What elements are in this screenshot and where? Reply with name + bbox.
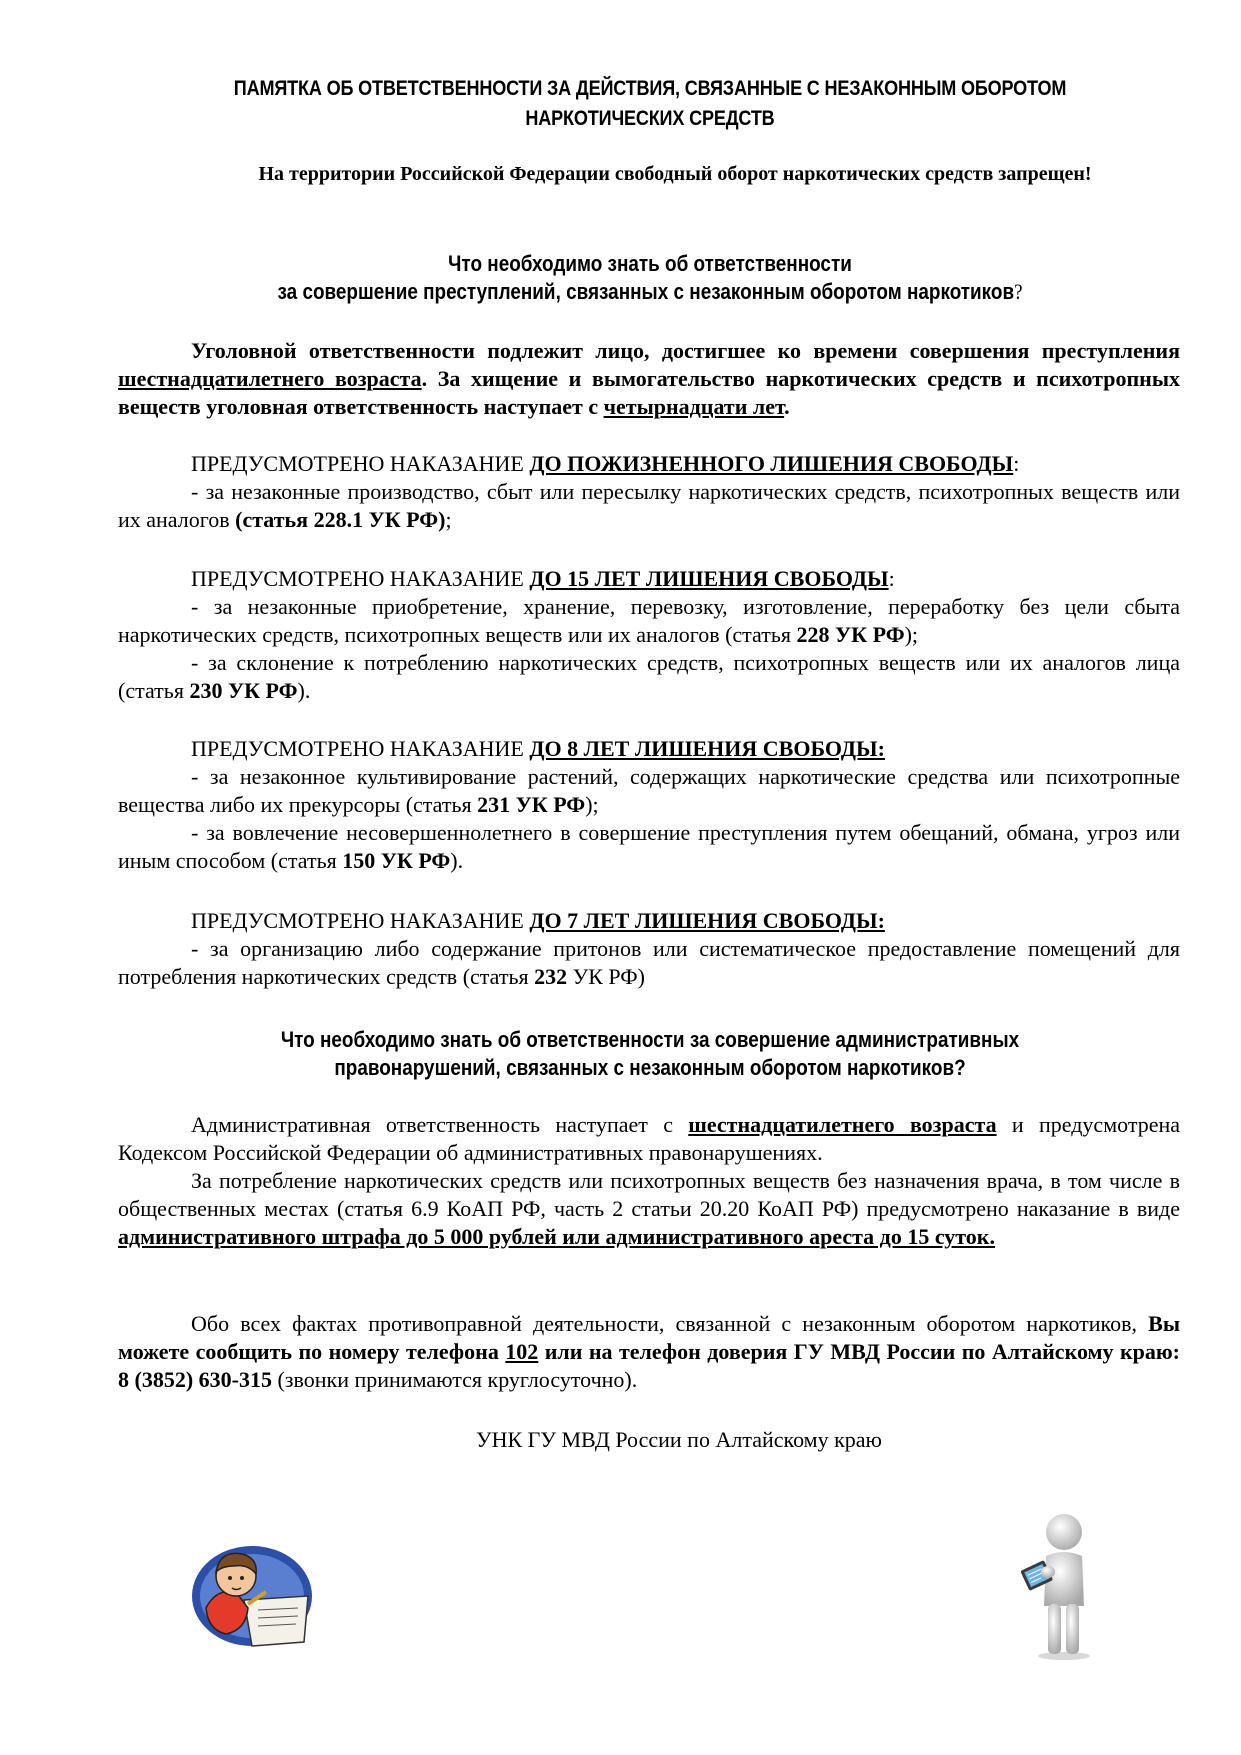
admin-paragraph — [118, 1167, 1180, 1251]
intro-age-16: шестнадцатилетнего возраста — [118, 366, 422, 391]
section-prefix: ПРЕДУСМОТРЕНО НАКАЗАНИЕ — [191, 736, 530, 761]
figure-leg — [1066, 1604, 1079, 1654]
admin-text: Административная ответственность наступает с — [191, 1112, 689, 1137]
heading-question-mark: ? — [1014, 279, 1023, 304]
figure-hand — [1041, 1566, 1055, 1578]
section-item — [118, 649, 1180, 705]
admin-paragraph — [118, 1111, 1180, 1167]
contact-paragraph — [118, 1310, 1180, 1394]
section-penalty: ДО 8 ЛЕТ ЛИШЕНИЯ СВОБОДЫ: — [529, 736, 885, 761]
section-penalty: ДО ПОЖИЗНЕННОГО ЛИШЕНИЯ СВОБОДЫ — [529, 451, 1014, 476]
heading-criminal-liability — [194, 250, 1106, 306]
section-penalty: ДО 7 ЛЕТ ЛИШЕНИЯ СВОБОДЫ: — [529, 908, 885, 933]
section-colon: : — [888, 566, 895, 591]
item-text: - за склонение к потреблению наркотических средств, психотропных веществ или их аналогов лица (статья — [118, 650, 1180, 703]
section-prefix: ПРЕДУСМОТРЕНО НАКАЗАНИЕ — [191, 566, 530, 591]
contact-info — [118, 1310, 1180, 1394]
item-end: ); — [904, 622, 919, 647]
administrative-liability — [118, 1111, 1180, 1251]
heading-line-text: за совершение преступлений, связанных с незаконным оборотом наркотиков — [277, 279, 1015, 304]
section-item — [118, 935, 1180, 991]
item-end: ; — [445, 507, 452, 532]
item-text: - за незаконное культивирование растений, содержащих наркотические средства или психотропные вещества либо их прекурсоры (статья — [118, 764, 1180, 817]
admin-text: За потребление наркотических средств или психотропных веществ без назначения врача, в том числе в общественных местах (статья 6.9 КоАП РФ, часть 2 статьи 20.20 КоАП РФ) предусмотрено наказание в виде — [118, 1168, 1180, 1221]
boy-writing-illustration — [186, 1538, 316, 1650]
heading-line: Что необходимо знать об ответственности — [448, 251, 852, 276]
section-heading — [118, 907, 1180, 935]
admin-age: шестнадцатилетнего возраста — [688, 1112, 997, 1137]
intro-text: . — [784, 394, 790, 419]
section-prefix: ПРЕДУСМОТРЕНО НАКАЗАНИЕ — [191, 908, 530, 933]
section-heading — [118, 450, 1180, 478]
document-title: ПАМЯТКА ОБ ОТВЕТСТВЕННОСТИ ЗА ДЕЙСТВИЯ, СВЯЗАННЫЕ С НЕЗАКОННЫМ ОБОРОТОМ НАРКОТИЧЕСКИХ СРЕДСТВ — [233, 77, 1067, 130]
item-text: - за незаконные приобретение, хранение, перевозку, изготовление, переработку без цели сбыта наркотических средств, психотропных веществ или их аналогов (статья — [118, 594, 1180, 647]
intro-age-14: четырнадцати лет — [603, 394, 785, 419]
contact-text: Обо всех фактах противоправной деятельности, связанной с незаконным оборотом наркотиков, — [191, 1311, 1149, 1336]
section-7-years — [118, 907, 1180, 991]
section-heading — [118, 565, 1180, 593]
signature: УНК ГУ МВД России по Алтайскому краю — [476, 1427, 882, 1452]
item-text: - за вовлечение несовершеннолетнего в совершение преступления путем обещаний, обмана, угроз или иным способом (статья — [118, 820, 1180, 873]
criminal-liability-intro — [118, 337, 1180, 421]
heading-line: Что необходимо знать об ответственности за совершение административных — [280, 1027, 1020, 1052]
figure-with-tablet-illustration — [1018, 1510, 1098, 1660]
section-item — [118, 819, 1180, 875]
section-15-years — [118, 565, 1180, 705]
paper-sheet — [244, 1596, 308, 1646]
heading-administrative-liability — [194, 1026, 1106, 1082]
contact-hotline: или на телефон доверия ГУ МВД России по Алтайскому краю: 8 (3852) 630-315 — [118, 1339, 1181, 1392]
heading-line — [194, 278, 1106, 306]
item-end: ). — [297, 678, 311, 703]
item-text: - за незаконные производство, сбыт или пересылку наркотических средств, психотропных веществ или их аналогов — [118, 479, 1180, 532]
figure-head — [1046, 1514, 1082, 1550]
document-subtitle: На территории Российской Федерации свободный оборот наркотических средств запрещен! — [258, 163, 1092, 185]
item-article: (статья 228.1 УК РФ) — [235, 507, 446, 532]
contact-phone: 102 — [505, 1339, 539, 1364]
item-text: - за организацию либо содержание притонов или систематическое предоставление помещений для потребления наркотических средств (статья — [118, 936, 1180, 989]
admin-text: и предусмотрена Кодексом Российской Федерации об административных правонарушениях. — [118, 1112, 1181, 1165]
intro-paragraph — [118, 337, 1180, 421]
section-penalty: ДО 15 ЛЕТ ЛИШЕНИЯ СВОБОДЫ — [529, 566, 889, 591]
contact-text: Вы можете сообщить по номеру телефона — [118, 1311, 1180, 1364]
item-article: 150 УК РФ — [342, 848, 451, 873]
item-article: 231 УК РФ — [477, 792, 586, 817]
shadow — [1038, 1652, 1090, 1660]
heading-line: правонарушений, связанных с незаконным оборотом наркотиков? — [334, 1055, 966, 1080]
section-colon: : — [1013, 451, 1020, 476]
section-8-years — [118, 735, 1180, 875]
item-end: ). — [450, 848, 464, 873]
item-article: 228 УК РФ — [796, 622, 905, 647]
item-end: ); — [585, 792, 599, 817]
item-article: 230 УК РФ — [189, 678, 298, 703]
admin-penalty: административного штрафа до 5 000 рублей или административного ареста до 15 суток. — [118, 1224, 995, 1249]
intro-text: Уголовной ответственности подлежит лицо, достигшее ко времени совершения преступления — [191, 338, 1180, 363]
section-item — [118, 593, 1180, 649]
section-item — [118, 478, 1180, 534]
section-prefix: ПРЕДУСМОТРЕНО НАКАЗАНИЕ — [191, 451, 530, 476]
section-life-imprisonment — [118, 450, 1180, 534]
item-article: 232 — [534, 964, 568, 989]
figure-leg — [1048, 1604, 1061, 1654]
section-heading — [118, 735, 1180, 763]
section-item — [118, 763, 1180, 819]
item-end: УК РФ) — [567, 964, 645, 989]
intro-text: . За хищение и вымогательство наркотических средств и психотропных веществ уголовная ответственность наступает с — [118, 366, 1181, 419]
contact-text: (звонки принимаются круглосуточно). — [271, 1367, 638, 1392]
